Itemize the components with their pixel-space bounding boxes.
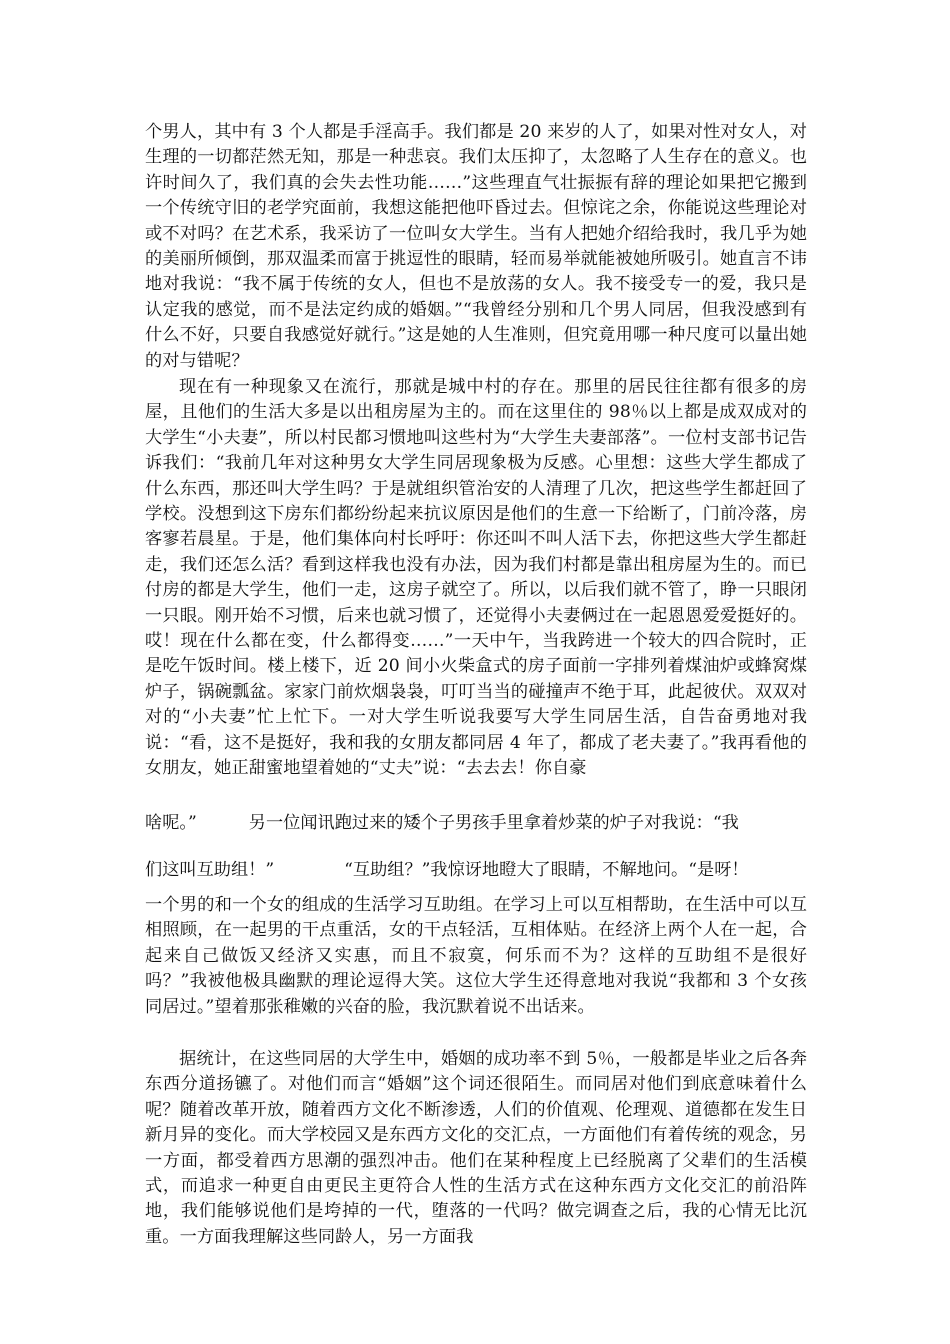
paragraph-6 — [145, 1047, 807, 1250]
paragraph-1-text: 个男人，其中有 3 个人都是手淫高手。我们都是 20 来岁的人了，如果对性对女人，对生理的一切都茫然无知，那是一种悲哀。我们太压抑了，太忽略了人生存在的意义。也许时间久了，我们真的会失去性功能……”这些理直气壮振振有辞的理论如果把它搬到一个传统守旧的老学究面前，我想这能把他吓昏过去。但惊诧之余，你能说这些理论对或不对吗？在艺术系，我采访了一位叫女大学生。当有人把她介绍给我时，我几乎为她的美丽所倾倒，那双温柔而富于挑逗性的眼睛，轻而易举就能被她所吸引。她直言不讳地对我说：“我不属于传统的女人，但也不是放荡的女人。我不接受专一的爱，我只是认定我的感觉，而不是法定约成的婚姻。”“我曾经分别和几个男人同居，但我没感到有什么不好，只要自我感觉好就行。”这是她的人生准则，但究竟用哪一种尺度可以量出她的对与错呢？ — [145, 122, 807, 371]
paragraph-2 — [145, 375, 807, 782]
paragraph-5 — [145, 893, 807, 1020]
paragraph-5-text: 一个男的和一个女的组成的生活学习互助组。在学习上可以互相帮助，在生活中可以互相照顾，在一起男的干点重活，女的干点轻活，互相体贴。在经济上两个人在一起，合起来自己做饭又经济又实惠，而且不寂寞，何乐而不为？这样的互助组不是很好吗？”我被他极具幽默的理论逗得大笑。这位大学生还得意地对我说“我都和 3 个女孩同居过。”望着那张稚嫩的兴奋的脸，我沉默着说不出话来。 — [145, 895, 807, 1017]
paragraph-6-text: 据统计，在这些同居的大学生中，婚姻的成功率不到 5％，一般都是毕业之后各奔东西分道扬镳了。对他们而言“婚姻”这个词还很陌生。而同居对他们到底意味着什么呢？随着改革开放，随着西方文化不断渗透，人们的价值观、伦理观、道德都在发生日新月异的变化。而大学校园又是东西方文化的交汇点，一方面他们有着传统的观念，另一方面，都受着西方思潮的强烈冲击。他们在某种程度上已经脱离了父辈们的生活模式，而追求一种更自由更民主更符合人性的生活方式在这种东西方文化交汇的前沿阵地，我们能够说他们是垮掉的一代，堕落的一代吗？做完调查之后，我的心情无比沉重。一方面我理解这些同龄人，另一方面我 — [145, 1049, 807, 1247]
paragraph-4-line — [145, 858, 807, 883]
line-4-end: “互助组？”我惊讶地瞪大了眼睛，不解地问。“是呀！ — [344, 860, 749, 880]
paragraph-2-text: 现在有一种现象又在流行，那就是城中村的存在。那里的居民往往都有很多的房屋，且他们的生活大多是以出租房屋为主的。而在这里住的 98％以上都是成双成对的大学生“小夫妻”，所以村民都习惯地叫这些村为“大学生夫妻部落”。一位村支部书记告诉我们：“我前几年对这种男女大学生同居现象极为反感。心里想：这些大学生都成了什么东西，那还叫大学生吗？于是就组织管治安的人清理了几次，把这些学生都赶回了学校。没想到这下房东们都纷纷起来抗议原因是他们的生意一下给断了，门前冷落，房客寥若晨星。于是，他们集体向村长呼吁：你还叫不叫人活下去，你把这些大学生都赶走，我们还怎么活？看到这样我也没有办法，因为我们村都是靠出租房屋为生的。而已付房的都是大学生，他们一走，这房子就空了。所以，以后我们就不管了，睁一只眼闭一只眼。刚开始不习惯，后来也就习惯了，还觉得小夫妻俩过在一起恩恩爱爱挺好的。哎！现在什么都在变，什么都得变……”一天中午，当我跨进一个较大的四合院时，正是吃午饭时间。楼上楼下，近 20 间小火柴盒式的房子面前一字排列着煤油炉或蜂窝煤炉子，锅碗瓢盆。家家门前炊烟袅袅，叮叮当当的碰撞声不绝于耳，此起彼伏。双双对对的“小夫妻”忙上忙下。一对大学生听说我要写大学生同居生活，自告奋勇地对我说：“看，这不是挺好，我和我的女朋友都同居 4 年了，都成了老夫妻了。”我再看他的女朋友，她正甜蜜地望着她的“丈夫”说：“去去去！你自豪 — [145, 377, 807, 779]
line-4-start: 们这叫互助组！” — [145, 860, 275, 880]
line-3-end: 另一位闻讯跑过来的矮个子男孩手里拿着炒菜的炉子对我说：“我 — [248, 813, 739, 833]
paragraph-1 — [145, 120, 807, 374]
paragraph-3-line — [145, 811, 807, 836]
line-3-start: 啥呢。” — [145, 813, 197, 833]
